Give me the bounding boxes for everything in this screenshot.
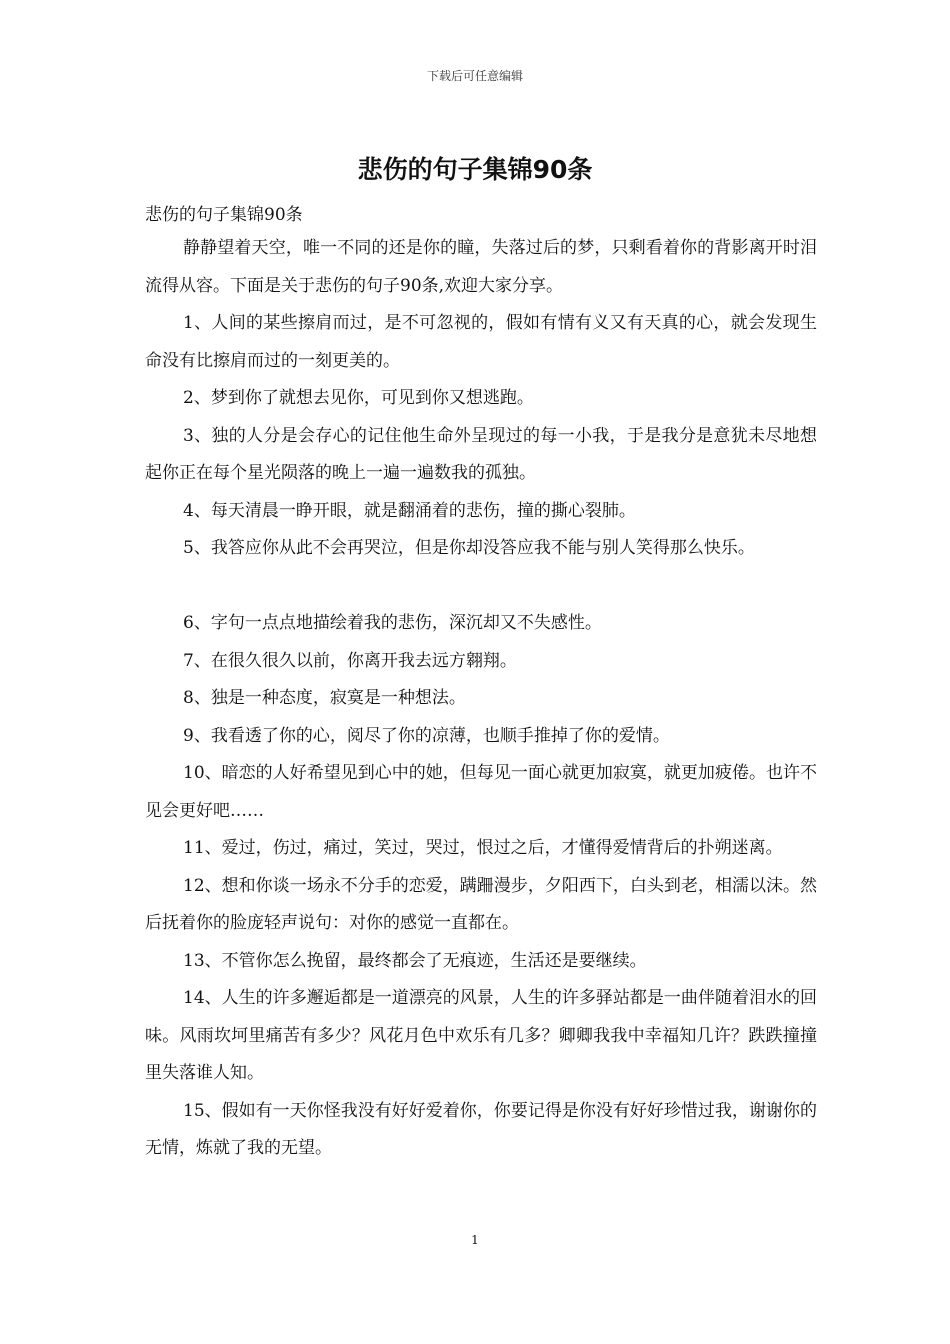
page-header: 下载后可任意编辑 — [426, 69, 523, 83]
list-item: 8、独是一种态度，寂寞是一种想法。 — [183, 688, 466, 708]
list-item: 1、人间的某些擦肩而过，是不可忽视的，假如有情有义又有天真的心，就会发现生命没有比擦肩而过的一刻更美的。 — [145, 313, 817, 371]
list-item: 11、爱过，伤过，痛过，笑过，哭过，恨过之后，才懂得爱情背后的扑朔迷离。 — [183, 838, 783, 858]
page-number: 1 — [471, 1233, 479, 1247]
page-title: 悲伤的句子集锦90条 — [357, 155, 593, 184]
list-item: 15、假如有一天你怪我没有好好爱着你，你要记得是你没有好好珍惜过我，谢谢你的无情，炼就了我的无望。 — [145, 1100, 817, 1158]
list-item: 5、我答应你从此不会再哭泣，但是你却没答应我不能与别人笑得那么快乐。 — [183, 538, 755, 558]
list-item: 3、独的人分是会存心的记住他生命外呈现过的每一小我，于是我分是意犹未尽地想起你正在每个星光陨落的晚上一遍一遍数我的孤独。 — [145, 425, 817, 483]
list-item: 7、在很久很久以前，你离开我去远方翱翔。 — [183, 650, 517, 671]
list-item: 2、梦到你了就想去见你，可见到你又想逃跑。 — [183, 388, 534, 408]
list-item: 6、字句一点点地描绘着我的悲伤，深沉却又不失感性。 — [183, 613, 602, 633]
list-item: 10、暗恋的人好希望见到心中的她，但每见一面心就更加寂寞，就更加疲倦。也许不见会更好吧…… — [145, 763, 817, 821]
list-item: 14、人生的许多邂逅都是一道漂亮的风景，人生的许多驿站都是一曲伴随着泪水的回味。风雨坎坷里痛苦有多少？风花月色中欢乐有几多？卿卿我我中幸福知几许？跌跌撞撞里失落谁人知。 — [145, 988, 817, 1083]
list-item: 4、每天清晨一睁开眼，就是翻涌着的悲伤，撞的撕心裂肺。 — [183, 500, 636, 521]
list-item: 13、不管你怎么挽留，最终都会了无痕迹，生活还是要继续。 — [183, 950, 647, 971]
list-item: 9、我看透了你的心，阅尽了你的凉薄，也顺手推掉了你的爱情。 — [183, 725, 670, 746]
document-subtitle: 悲伤的句子集锦90条 — [145, 205, 303, 225]
list-item: 12、想和你谈一场永不分手的恋爱，蹒跚漫步，夕阳西下，白头到老，相濡以沫。然后抚着你的脸庞轻声说句：对你的感觉一直都在。 — [145, 875, 817, 933]
document-body — [145, 230, 817, 1168]
intro-paragraph: 静静望着天空，唯一不同的还是你的瞳，失落过后的梦，只剩看着你的背影离开时泪流得从容。下面是关于悲伤的句子90条,欢迎大家分享。 — [145, 238, 817, 296]
